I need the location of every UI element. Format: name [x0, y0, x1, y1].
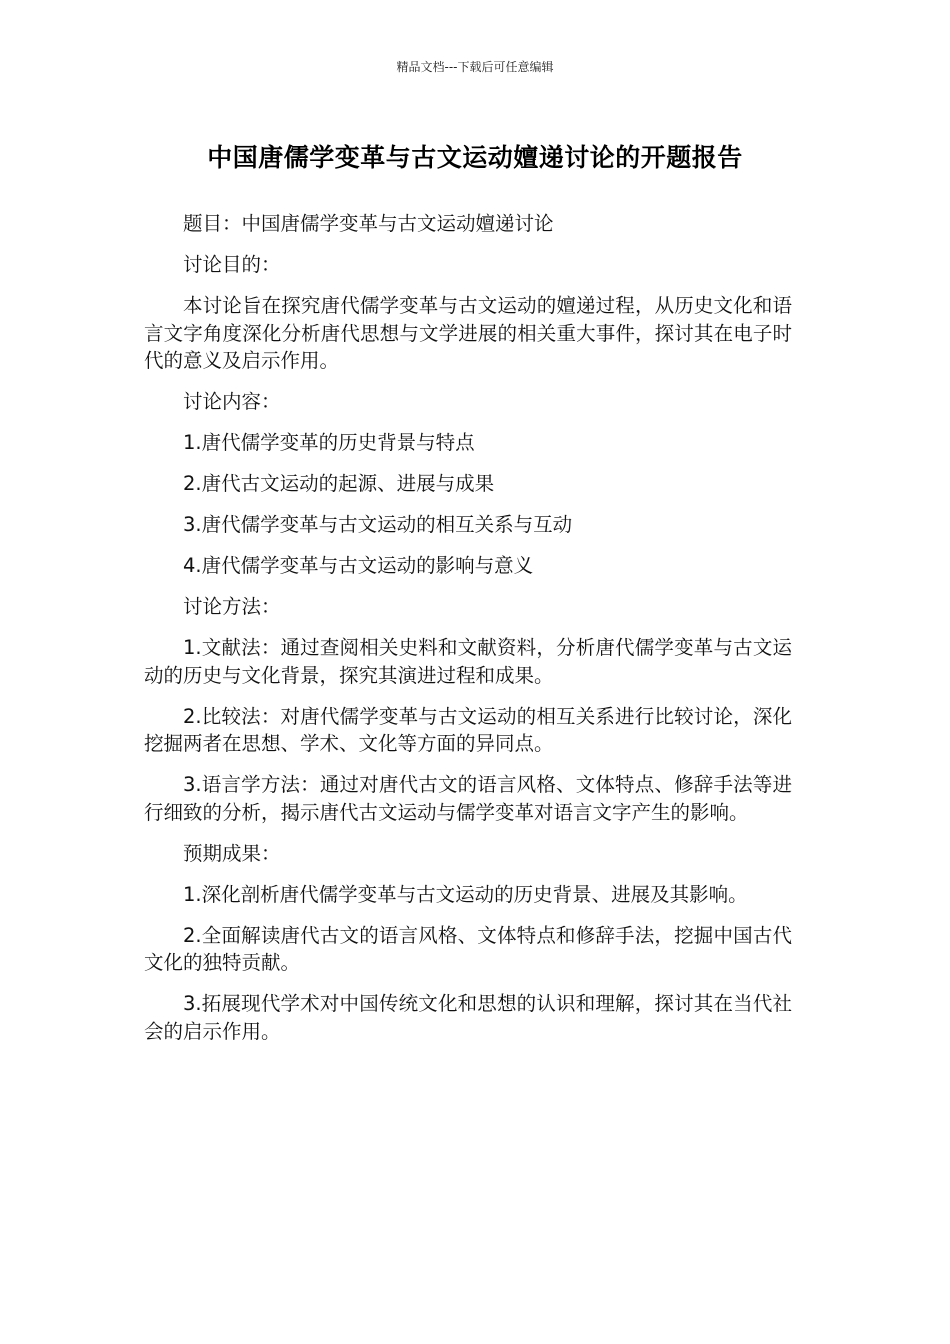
content-item-3: 3.唐代儒学变革与古文运动的相互关系与互动	[183, 513, 573, 536]
section-heading-results: 预期成果：	[183, 841, 281, 865]
header-note: 精品文档---下载后可任意编辑	[396, 60, 554, 74]
section-heading-content: 讨论内容：	[183, 390, 281, 413]
result-item-2: 2.全面解读唐代古文的语言风格、文体特点和修辞手法，挖掘中国古代文化的独特贡献。	[144, 923, 792, 974]
method-item-2: 2.比较法：对唐代儒学变革与古文运动的相互关系进行比较讨论，深化挖掘两者在思想、学术、文化等方面的异同点。	[144, 704, 792, 755]
content-item-2: 2.唐代古文运动的起源、进展与成果	[183, 472, 495, 495]
document-body	[144, 210, 792, 1059]
content-item-4: 4.唐代儒学变革与古文运动的影响与意义	[183, 554, 534, 577]
result-item-3: 3.拓展现代学术对中国传统文化和思想的认识和理解，探讨其在当代社会的启示作用。	[144, 992, 792, 1043]
section-heading-purpose: 讨论目的：	[183, 253, 281, 276]
method-item-3: 3.语言学方法：通过对唐代古文的语言风格、文体特点、修辞手法等进行细致的分析，揭示唐代古文运动与儒学变革对语言文字产生的影响。	[144, 773, 792, 824]
section-heading-method: 讨论方法：	[183, 595, 281, 618]
page-title: 中国唐儒学变革与古文运动嬗递讨论的开题报告	[207, 143, 743, 172]
method-item-1: 1.文献法：通过查阅相关史料和文献资料，分析唐代儒学变革与古文运动的历史与文化背景，探究其演进过程和成果。	[144, 636, 792, 687]
purpose-paragraph: 本讨论旨在探究唐代儒学变革与古文运动的嬗递过程，从历史文化和语言文字角度深化分析唐代思想与文学进展的相关重大事件，探讨其在电子时代的意义及启示作用。	[144, 294, 792, 372]
topic-line: 题目：中国唐儒学变革与古文运动嬗递讨论	[183, 212, 554, 235]
content-item-1: 1.唐代儒学变革的历史背景与特点	[183, 431, 475, 454]
result-item-1: 1.深化剖析唐代儒学变革与古文运动的历史背景、进展及其影响。	[183, 882, 748, 906]
